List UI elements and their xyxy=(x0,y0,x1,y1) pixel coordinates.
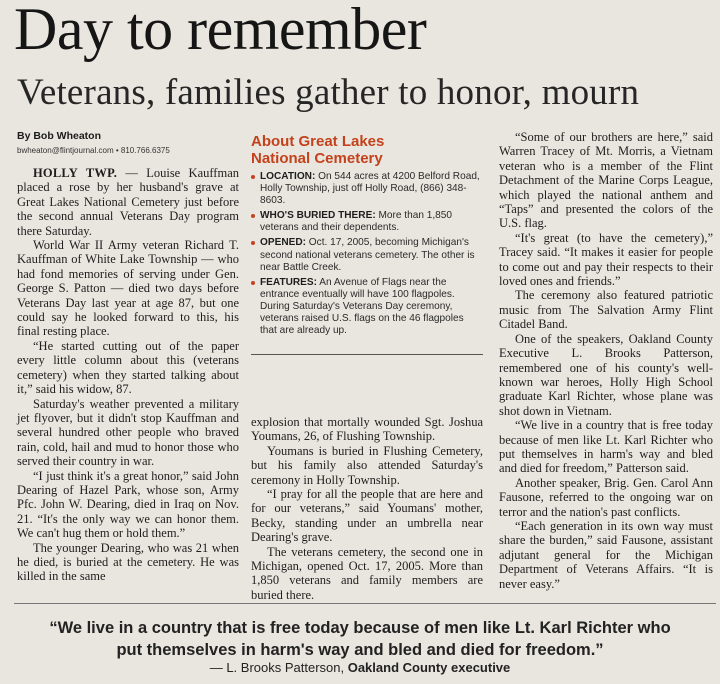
attribution-name: — L. Brooks Patterson, xyxy=(209,660,348,675)
attribution-title: Oakland County executive xyxy=(347,660,511,675)
paragraph-text: — Louise Kauffman placed a rose by her husband's grave at Great Lakes National Cemetery just before the second annual Veterans Day program there Saturday. xyxy=(17,166,239,238)
subheadline: Veterans, families gather to honor, mourn xyxy=(17,72,640,113)
article-paragraph xyxy=(17,166,239,238)
article-paragraph: The ceremony also featured patriotic music from The Salvation Army Flint Citadel Band. xyxy=(499,288,713,332)
article-paragraph: Another speaker, Brig. Gen. Carol Ann Fausone, referred to the ongoing war on terror and the nation's past conflicts. xyxy=(499,475,713,519)
article-paragraph: “Some of our brothers are here,” said Warren Tracey of Mt. Morris, a Vietnam veteran who is a member of the Flint Detachment of the Marine Corps League, which played the national anthem and “Taps” and presented the colors of the U.S. flag. xyxy=(499,130,713,231)
article-paragraph: “I pray for all the people that are here and for our veterans,” said Youmans' mother, Becky, standing under an umbrella near Dearing's grave. xyxy=(251,487,483,545)
article-paragraph: “Each generation in its own way must share the burden,” said Fausone, assistant adjutant general for the Michigan Department of Veterans Affairs. “It is never easy.” xyxy=(499,518,713,591)
fact-item-buried xyxy=(251,210,483,234)
pull-quote xyxy=(20,617,700,661)
fact-box-divider xyxy=(251,354,483,355)
byline: By Bob Wheaton xyxy=(17,130,101,142)
article-column-1 xyxy=(17,166,239,584)
author-contact: bwheaton@flintjournal.com • 810.766.6375 xyxy=(17,146,170,155)
fact-key: FEATURES: xyxy=(260,276,318,288)
article-paragraph: explosion that mortally wounded Sgt. Joshua Youmans, 26, of Flushing Township. xyxy=(251,415,483,444)
article-paragraph: The younger Dearing, who was 21 when he died, is buried at the cemetery. He was killed in the same xyxy=(17,540,239,584)
fact-list xyxy=(251,171,483,337)
article-paragraph: World War II Army veteran Richard T. Kauffman of White Lake Township — who had fond memories of serving under Gen. George S. Patton — died two days before Veterans Day last year at age 87, but one could say he looked forward to this, his final resting place. xyxy=(17,238,239,339)
dateline: HOLLY TWP. xyxy=(33,166,118,180)
article-paragraph: Youmans is buried in Flushing Cemetery, but his family also attended Saturday's ceremony in Holly Township. xyxy=(251,443,483,487)
fact-key: LOCATION: xyxy=(260,171,316,182)
fact-box-title-line: National Cemetery xyxy=(251,150,383,167)
fact-key: OPENED: xyxy=(260,237,306,249)
article-column-3 xyxy=(499,130,713,591)
fact-box-title-line: About Great Lakes xyxy=(251,133,385,150)
bullet-icon xyxy=(251,214,255,218)
fact-item-opened xyxy=(251,237,483,273)
fact-key: WHO'S BURIED THERE: xyxy=(260,210,376,222)
fact-text: More than 1,850 veterans and their dependents. xyxy=(260,210,453,234)
fact-box-title xyxy=(251,133,483,167)
pull-quote-line: put themselves in harm's way and bled and died for freedom.” xyxy=(116,641,604,659)
article-column-2 xyxy=(251,415,483,602)
pull-quote-attribution xyxy=(20,660,700,676)
article-paragraph: “We live in a country that is free today because of men like Lt. Karl Richter who put themselves in harm's way and bled and died for freedom,” Patterson said. xyxy=(499,418,713,476)
fact-text: On 544 acres at 4200 Belford Road, Holly Township, just off Holly Road, (866) 348-8603. xyxy=(260,171,480,207)
bullet-icon xyxy=(251,175,255,179)
fact-item-features xyxy=(251,277,483,337)
headline: Day to remember xyxy=(14,0,427,62)
fact-text: An Avenue of Flags near the entrance eventually will have 100 flagpoles. During Saturday's Veterans Day ceremony, veterans raised U.S. flags on the 46 flagpoles that are already up. xyxy=(260,276,464,337)
fact-text: Oct. 17, 2005, becoming Michigan's second national veterans cemetery. The other is near Battle Creek. xyxy=(260,237,475,273)
pullquote-divider xyxy=(14,603,716,604)
bullet-icon xyxy=(251,241,255,245)
bullet-icon xyxy=(251,281,255,285)
fact-box xyxy=(251,133,483,340)
article-paragraph: “He started cutting out of the paper every little column about this (veterans cemetery) when they started talking about it,” said his widow, 87. xyxy=(17,338,239,397)
article-paragraph: Saturday's weather prevented a military jet flyover, but it didn't stop Kauffman and several hundred other people who braved rain, cold, hail and mud to honor those who served their country in war. xyxy=(17,396,239,469)
article-paragraph: One of the speakers, Oakland County Executive L. Brooks Patterson, remembered one of his county's well-known war heroes, Holly High School graduate Karl Richter, whose plane was shot down in Vietnam. xyxy=(499,331,713,418)
article-paragraph: The veterans cemetery, the second one in Michigan, opened Oct. 17, 2005. More than 1,850 veterans and family members are buried there. xyxy=(251,544,483,602)
article-paragraph: “It's great (to have the cemetery),” Tracey said. “It makes it easier for people to come out and pay their respects to their loved ones and friends.” xyxy=(499,230,713,289)
article-paragraph: “I just think it's a great honor,” said John Dearing of Hazel Park, whose son, Army Pfc. John W. Dearing, died in Iraq on Nov. 21. “It's the only way we can honor them. We can't hug them or hold them.” xyxy=(17,468,239,541)
pull-quote-line: “We live in a country that is free today because of men like Lt. Karl Richter who xyxy=(49,619,671,637)
fact-item-location xyxy=(251,171,483,207)
